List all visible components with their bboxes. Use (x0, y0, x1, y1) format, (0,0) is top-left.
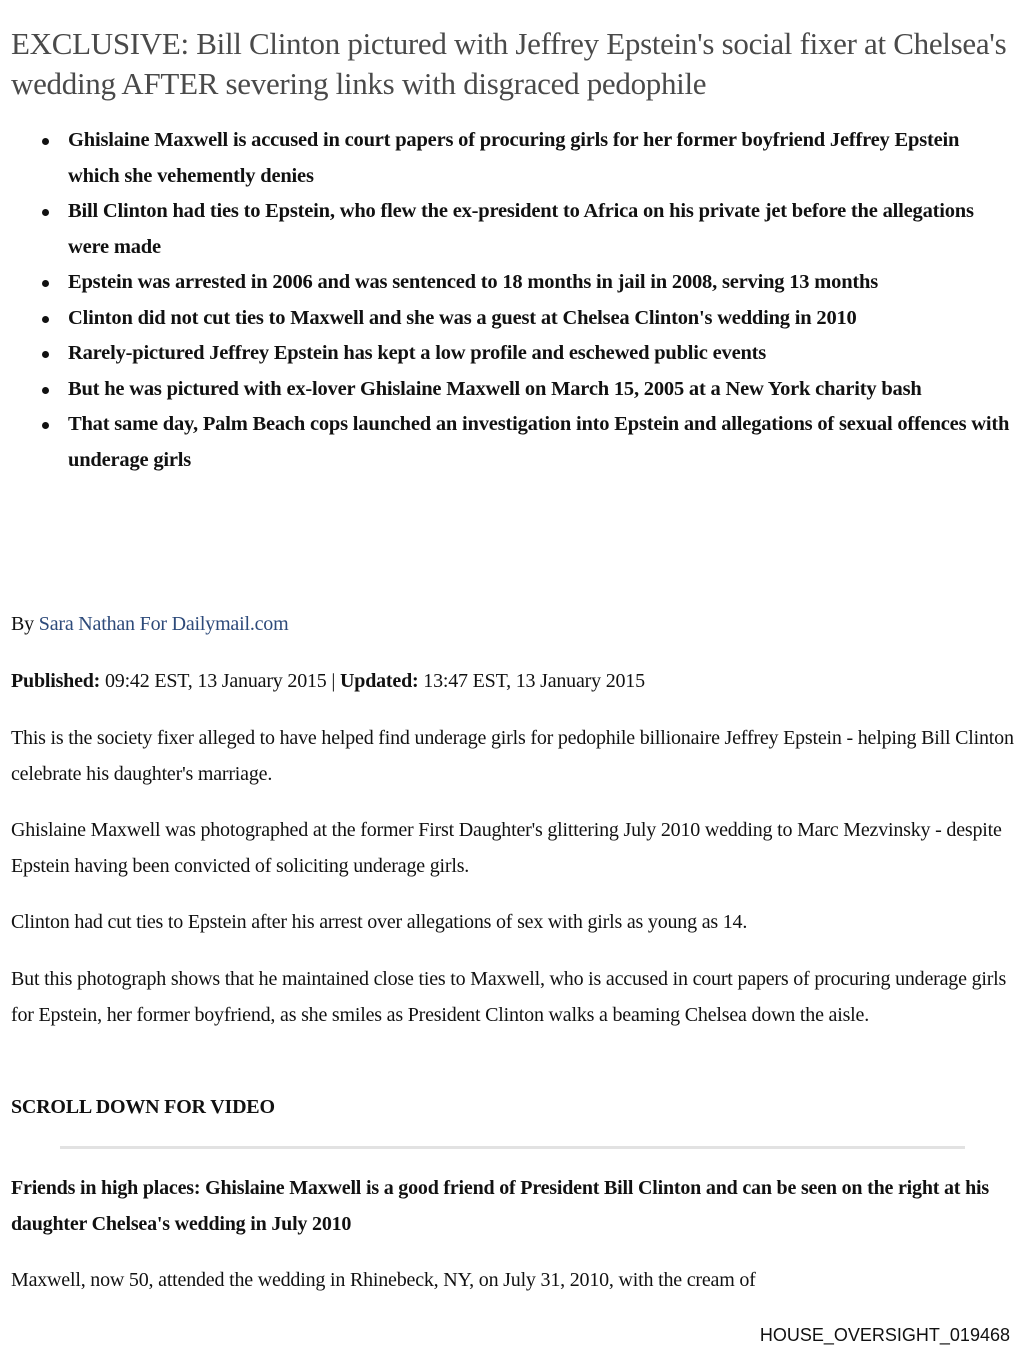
summary-bullet (40, 372, 1015, 408)
bullet-dot-icon (42, 422, 49, 429)
published-value: 09:42 EST, 13 January 2015 (104, 670, 327, 692)
bullet-dot-icon (42, 351, 49, 358)
updated-value: 13:47 EST, 13 January 2015 (423, 670, 645, 692)
updated-label: Updated: (340, 670, 419, 692)
author-link[interactable]: Sara Nathan For Dailymail.com (38, 613, 289, 635)
bullet-text: But he was pictured with ex-lover Ghislaine Maxwell on March 15, 2005 at a New York charity bash (68, 377, 922, 400)
date-separator: | (331, 670, 336, 692)
bullet-text: Bill Clinton had ties to Epstein, who flew the ex-president to Africa on his private jet before the allegations were made (68, 200, 974, 258)
byline-prefix: By (11, 613, 34, 635)
summary-bullet (40, 407, 1015, 478)
byline (11, 607, 1016, 643)
scroll-down-notice: SCROLL DOWN FOR VIDEO (11, 1096, 275, 1118)
bullet-dot-icon (42, 316, 49, 323)
document-id: HOUSE_OVERSIGHT_019468 (759, 1325, 1010, 1345)
publish-dates (11, 664, 1016, 700)
body-paragraph: Maxwell, now 50, attended the wedding in Rhinebeck, NY, on July 31, 2010, with the cream of (11, 1269, 756, 1291)
article-headline: EXCLUSIVE: Bill Clinton pictured with Jeffrey Epstein's social fixer at Chelsea's wedding AFTER severing links with disgraced pedophile (11, 26, 1007, 101)
bullet-dot-icon (42, 138, 49, 145)
published-label: Published: (11, 670, 101, 692)
image-caption: Friends in high places: Ghislaine Maxwell is a good friend of President Bill Clinton and can be seen on the right at his daughter Chelsea's wedding in July 2010 (11, 1177, 989, 1235)
summary-bullet (40, 194, 1015, 265)
summary-bullet (40, 265, 1015, 301)
summary-bullet (40, 336, 1015, 372)
body-paragraph: But this photograph shows that he maintained close ties to Maxwell, who is accused in court papers of procuring underage girls for Epstein, her former boyfriend, as she smiles as President Clinton walks a beaming Chelsea down the aisle. (11, 968, 1007, 1026)
bullet-text: Clinton did not cut ties to Maxwell and she was a guest at Chelsea Clinton's wedding in 2010 (68, 306, 857, 329)
bullet-text: Rarely-pictured Jeffrey Epstein has kept a low profile and eschewed public events (68, 342, 767, 364)
summary-bullets (40, 123, 1015, 478)
bullet-text: Epstein was arrested in 2006 and was sentenced to 18 months in jail in 2008, serving 13 months (68, 271, 878, 293)
bullet-dot-icon (42, 209, 49, 216)
bullet-text: Ghislaine Maxwell is accused in court papers of procuring girls for her former boyfriend Jeffrey Epstein which she vehemently denies (68, 129, 960, 187)
body-paragraph: Clinton had cut ties to Epstein after his arrest over allegations of sex with girls as young as 14. (11, 911, 748, 933)
bullet-dot-icon (42, 387, 49, 394)
bullet-text: That same day, Palm Beach cops launched an investigation into Epstein and allegations of sexual offences with underage girls (68, 413, 1010, 471)
body-paragraph: Ghislaine Maxwell was photographed at the former First Daughter's glittering July 2010 wedding to Marc Mezvinsky - despite Epstein having been convicted of soliciting underage girls. (11, 819, 1002, 877)
summary-bullet (40, 123, 1015, 194)
section-divider (60, 1146, 965, 1149)
body-paragraph: This is the society fixer alleged to have helped find underage girls for pedophile billionaire Jeffrey Epstein - helping Bill Clinton celebrate his daughter's marriage. (11, 727, 1014, 785)
bullet-dot-icon (42, 280, 49, 287)
summary-bullet (40, 301, 1015, 337)
